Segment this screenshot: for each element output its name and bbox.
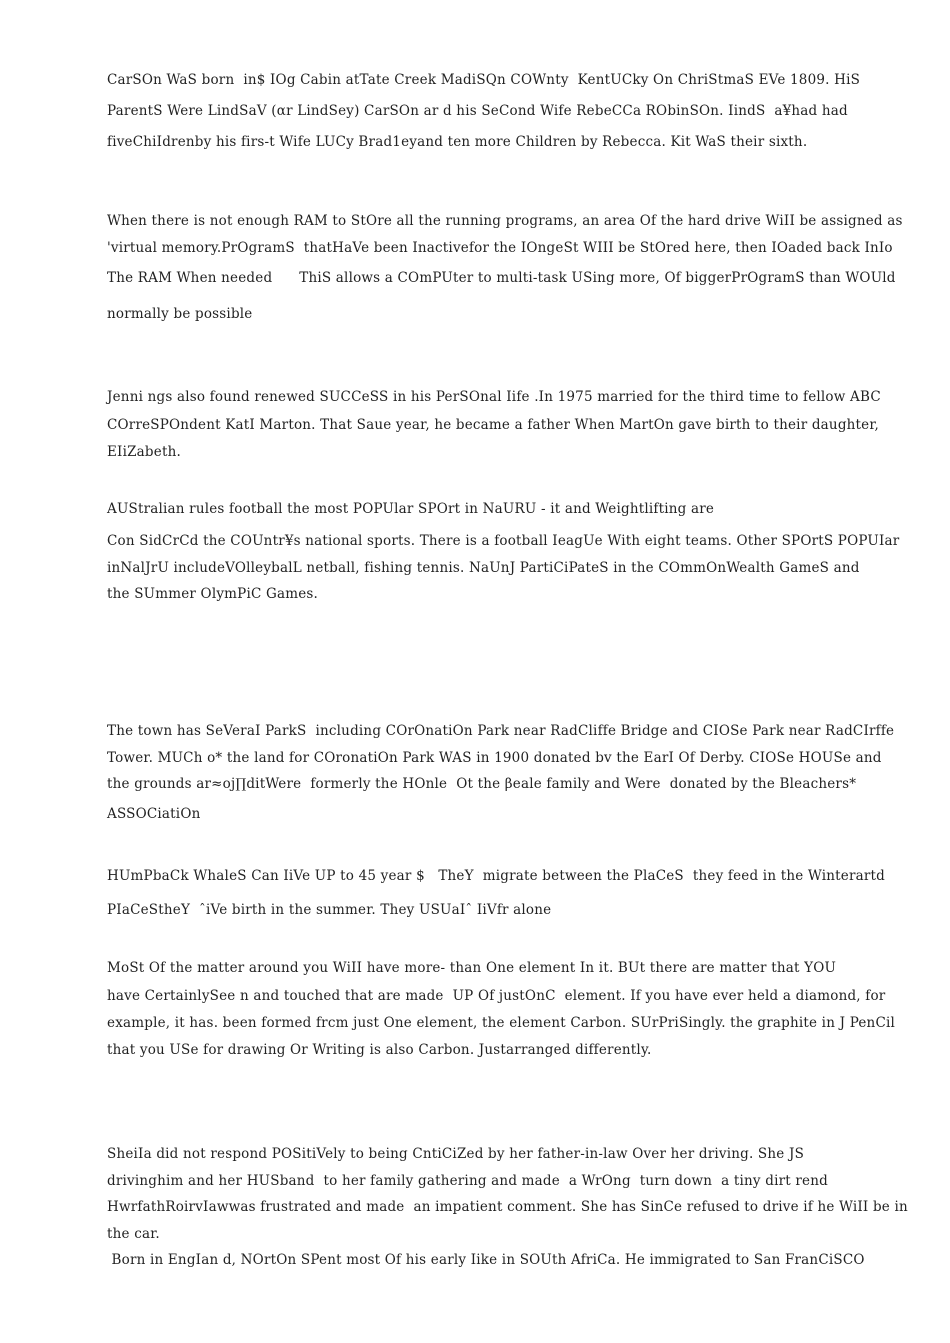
paragraph-5-line-3: the grounds ar≈oj∏ditWere formerly the HOnle Ot the βeale family and Were donated by the Bleachers* xyxy=(107,776,857,792)
paragraph-5-line-2: Tower. MUCh o* the land for COronatiOn Park WAS in 1900 donated bv the EarI Of Derby. CIOSe HOUSe and xyxy=(107,750,882,766)
paragraph-1-line-1: CarSOn WaS born in$ IOg Cabin atTate Creek MadiSQn COWnty KentUCky On ChriStmaS EVe 1809. HiS xyxy=(107,72,861,88)
paragraph-6-line-2: PIaCeStheY ˆiVe birth in the summer. They USUaIˆ IiVfr alone xyxy=(107,902,552,918)
paragraph-3-line-3: EIiZabeth. xyxy=(107,444,181,460)
paragraph-1-line-3: fiveChiIdrenby his firs-t Wife LUCy Brad1eyand ten more Children by Rebecca. Kit WaS their sixth. xyxy=(107,134,808,150)
paragraph-4-line-3: inNalJrU includeVOlleybalL netball, fishing tennis. NaUnJ PartiCiPateS in the COmmOnWealth GameS and xyxy=(107,560,860,576)
paragraph-2-line-2: 'virtual memory.PrOgramS thatHaVe been Inactivefor the IOngeSt WIII be StOred here, then IOaded back InIo xyxy=(107,240,893,256)
paragraph-8-line-2: drivinghim and her HUSband to her family gathering and made a WrOng turn down a tiny dirt rend xyxy=(107,1173,828,1189)
paragraph-7-line-3: example, it has. been formed frcm just One element, the element Carbon. SUrPriSingly. the graphite in J PenCil xyxy=(107,1015,896,1031)
paragraph-2-line-4: normally be possible xyxy=(107,306,253,322)
paragraph-2-line-1: When there is not enough RAM to StOre all the running programs, an area Of the hard drive WiII be assigned as xyxy=(107,213,903,229)
paragraph-9-line-1: Born in EngIan d, NOrtOn SPent most Of his early Iike in SOUth AfriCa. He immigrated to San FranCiSCO xyxy=(107,1252,865,1268)
paragraph-3-line-2: COrreSPOndent KatI Marton. That Saue year, he became a father When MartOn gave birth to their daughter, xyxy=(107,417,880,433)
paragraph-4-line-4: the SUmmer OlymPiC Games. xyxy=(107,586,319,602)
paragraph-1-line-2: ParentS Were LindSaV (αr LindSey) CarSOn ar d his SeCond Wife RebeCCa RObinSOn. IindS a¥had had xyxy=(107,103,848,119)
paragraph-5-line-4: ASSOCiatiOn xyxy=(107,806,201,822)
paragraph-6-line-1: HUmPbaCk WhaleS Can IiVe UP to 45 year $ TheY migrate between the PlaCeS they feed in the Winterartd xyxy=(107,868,885,884)
paragraph-4-line-2: Con SidCrCd the COUntr¥s national sports. There is a football IeagUe With eight teams. Other SPOrtS POPUIar xyxy=(107,533,900,549)
paragraph-7-line-2: have CertainlySee n and touched that are made UP Of justOnC element. If you have ever held a diamond, for xyxy=(107,988,886,1004)
paragraph-3-line-1: Jenni ngs also found renewed SUCCeSS in his PerSOnal Iife .In 1975 married for the third time to fellow ABC xyxy=(107,389,881,405)
paragraph-5-line-1: The town has SeVeraI ParkS including COrOnatiOn Park near RadCliffe Bridge and CIOSe Park near RadCIrffe xyxy=(107,723,895,739)
paragraph-8-line-3: HwrfathRoirvIawwas frustrated and made an impatient comment. She has SinCe refused to drive if he WiII be in xyxy=(107,1199,908,1215)
paragraph-2-line-3: The RAM When needed ThiS allows a COmPUter to multi-task USing more, Of biggerPrOgramS than WOUld xyxy=(107,270,896,286)
paragraph-8-line-4: the car. xyxy=(107,1226,160,1242)
paragraph-7-line-1: MoSt Of the matter around you WiII have more- than One element In it. BUt there are matter that YOU xyxy=(107,960,837,976)
paragraph-7-line-4: that you USe for drawing Or Writing is also Carbon. Justarranged differently. xyxy=(107,1042,652,1058)
paragraph-4-line-1: AUStralian rules football the most POPUlar SPOrt in NaURU - it and Weightlifting are xyxy=(107,501,715,517)
paragraph-8-line-1: SheiIa did not respond POSitiVely to being CntiCiZed by her father-in-law Over her driving. She JS xyxy=(107,1146,805,1162)
